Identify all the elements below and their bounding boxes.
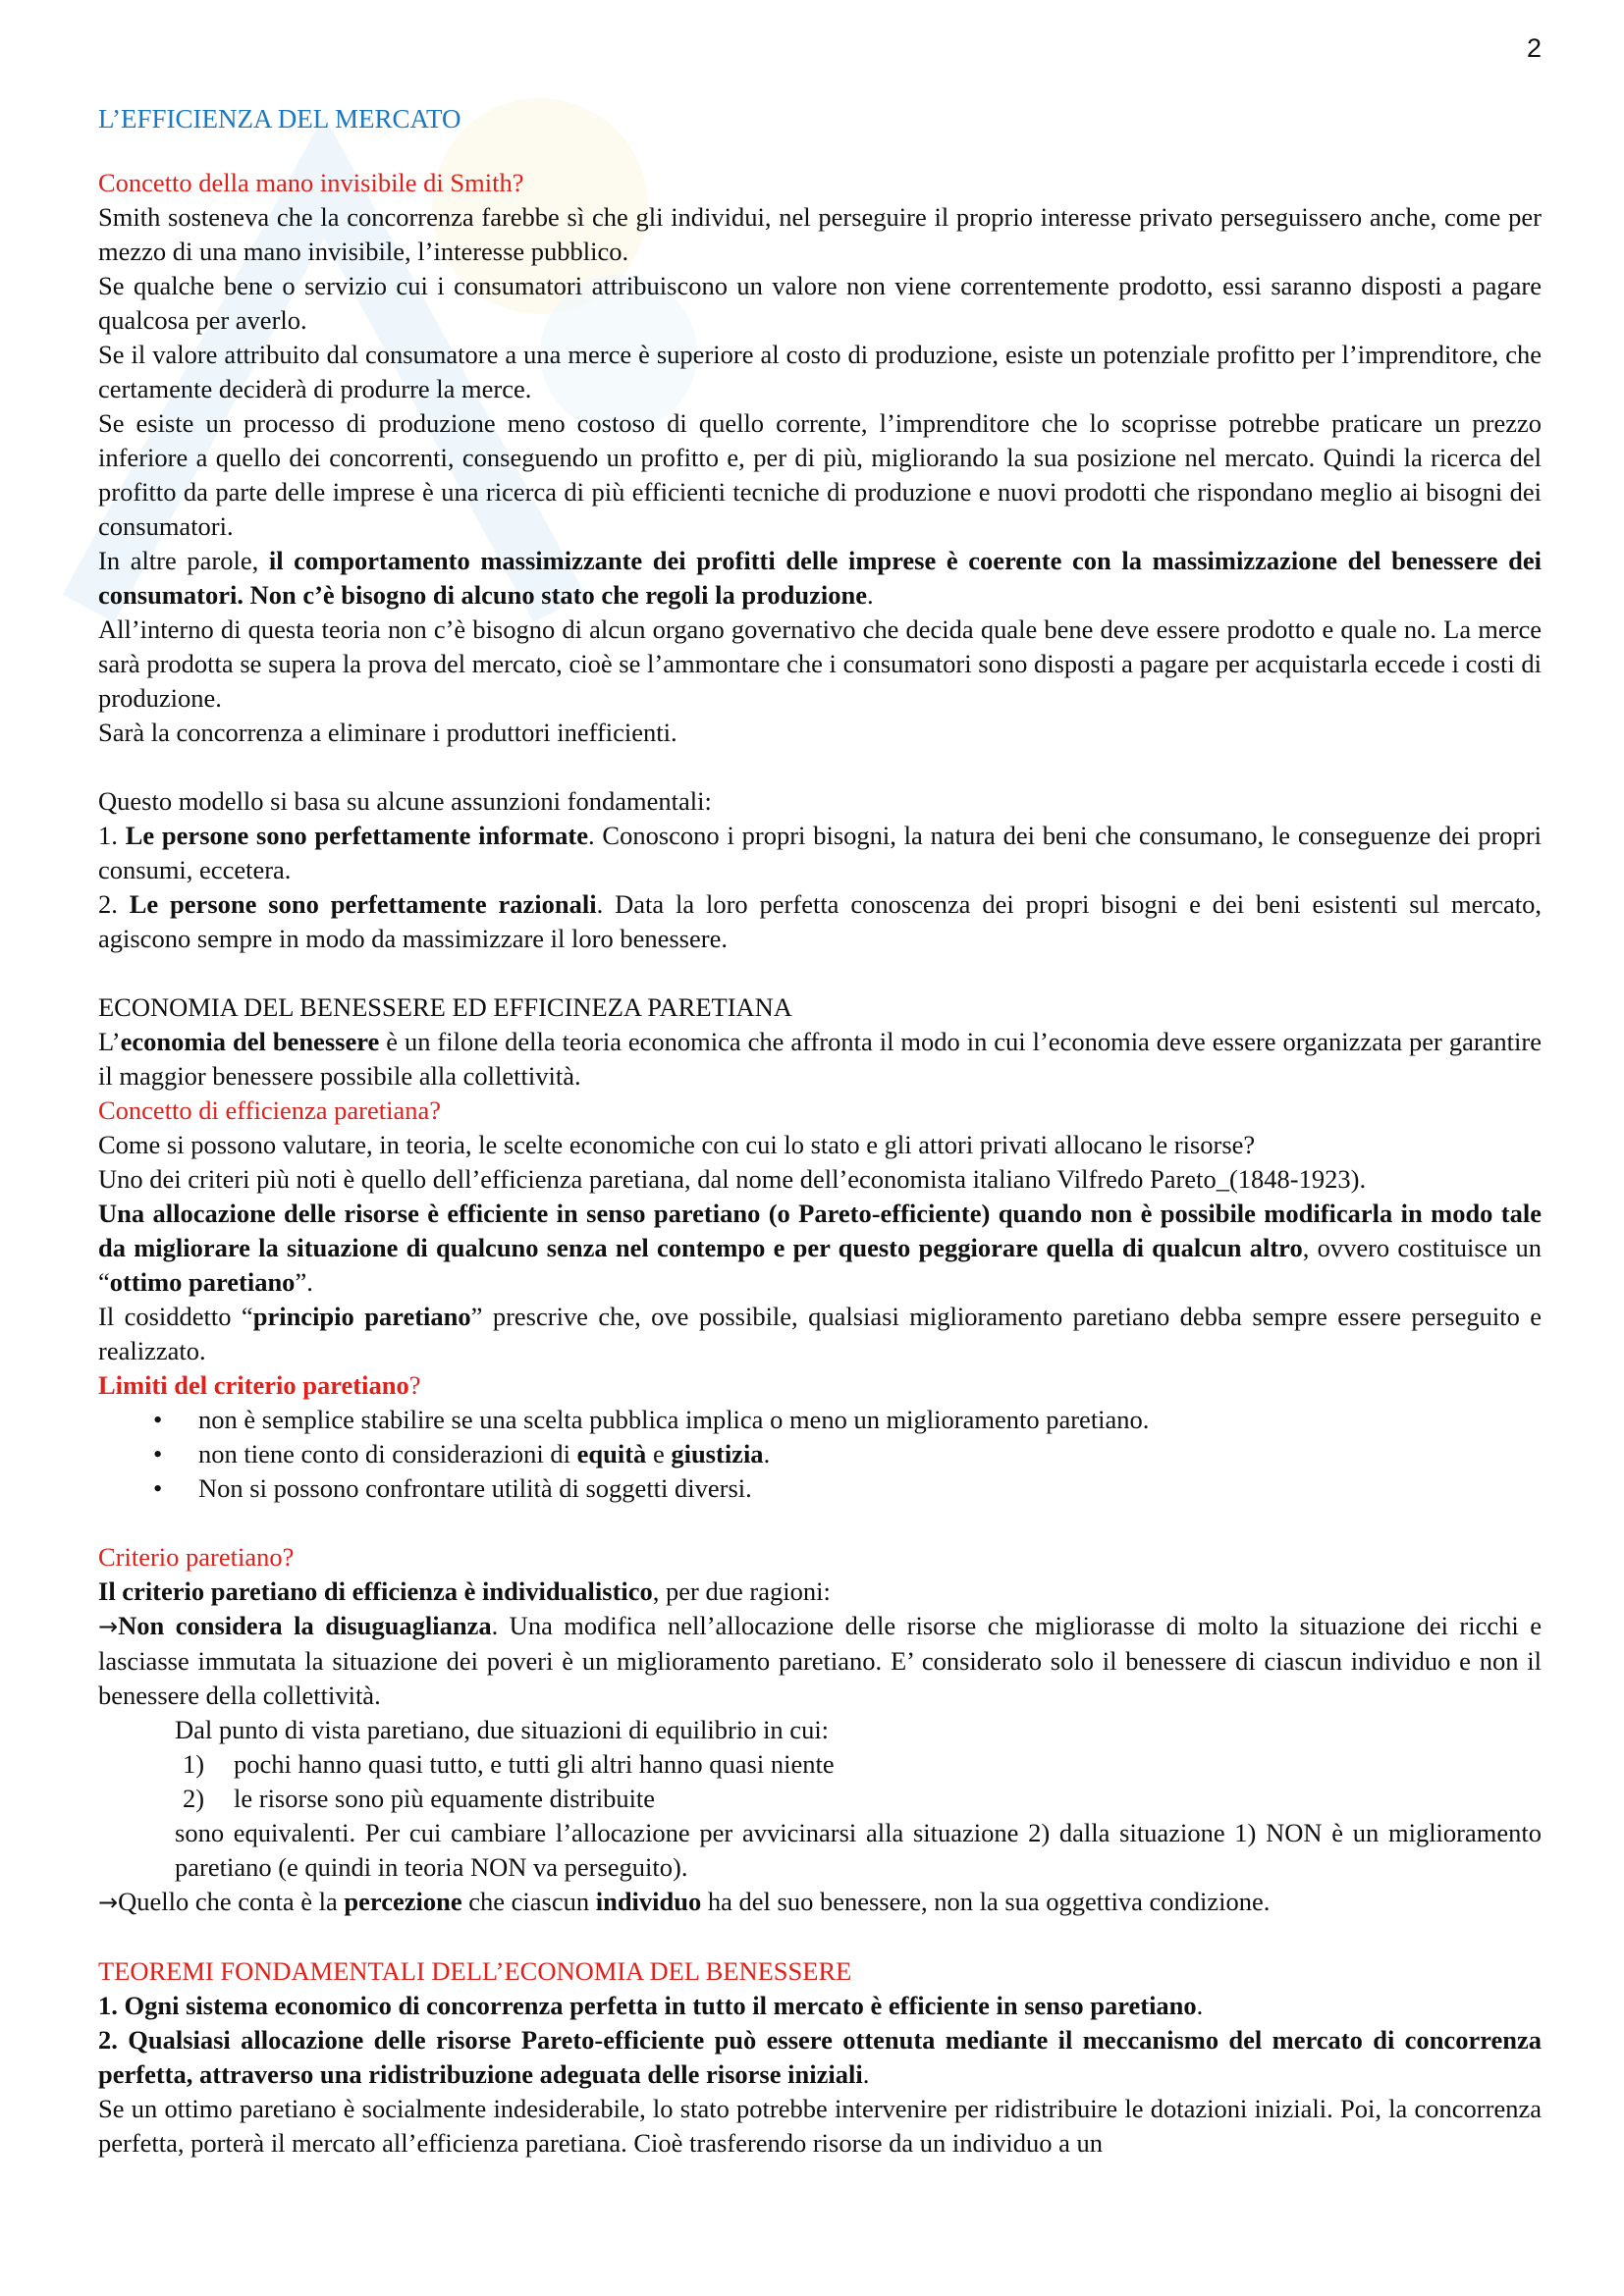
arrow-icon: →: [98, 1613, 119, 1640]
paragraph: Se qualche bene o servizio cui i consumatori attribuiscono un valore non viene correntemente prodotto, essi saranno disposti a pagare qualcosa per averlo.: [98, 271, 1542, 335]
paragraph: Se esiste un processo di produzione meno costoso di quello corrente, l’imprenditore che lo scoprisse potrebbe praticare un prezzo inferiore a quello dei concorrenti, conseguendo un profitto e, per di più, migliorando la sua posizione nel mercato. Quindi la ricerca del profitto da parte delle imprese è una ricerca di più efficienti tecniche di produzione e nuovi prodotti che rispondano meglio ai bisogni dei consumatori.: [98, 408, 1542, 541]
paragraph: All’interno di questa teoria non c’è bisogno di alcun organo governativo che decida quale bene deve essere prodotto e quale no. La merce sarà prodotta se supera la prova del mercato, cioè se l’ammontare che i consumatori sono disposti a pagare per acquistarla eccede i costi di produzione.: [98, 614, 1542, 713]
list-item: • Non si possono confrontare utilità di soggetti diversi.: [98, 1471, 1542, 1506]
question-criterio: Criterio paretiano?: [98, 1542, 295, 1572]
paragraph: Smith sosteneva che la concorrenza farebbe sì che gli individui, nel perseguire il proprio interesse privato perseguissero anche, come per mezzo di una mano invisibile, l’interesse pubblico.: [98, 202, 1542, 266]
paragraph: Come si possono valutare, in teoria, le scelte economiche con cui lo stato e gli attori privati allocano le risorse?: [98, 1130, 1256, 1159]
limits-list: [98, 1403, 1542, 1506]
paragraph: sono equivalenti. Per cui cambiare l’allocazione per avvicinarsi alla situazione 2) dalla situazione 1) NON è un miglioramento paretiano (e quindi in teoria NON va perseguito).: [175, 1818, 1542, 1882]
assumption-item: 1. Le persone sono perfettamente informate. Conoscono i propri bisogni, la natura dei beni che consumano, le conseguenze dei propri consumi, eccetera.: [98, 821, 1542, 884]
paragraph: Se un ottimo paretiano è socialmente indesiderabile, lo stato potrebbe intervenire per ridistribuire le dotazioni iniziali. Poi, la concorrenza perfetta, porterà il mercato all’efficienza paretiana. Cioè trasferendo risorse da un individuo a un: [98, 2094, 1542, 2158]
paragraph: Sarà la concorrenza a eliminare i produttori inefficienti.: [98, 718, 677, 747]
assumptions-intro: Questo modello si basa su alcune assunzioni fondamentali:: [98, 786, 712, 816]
paragraph: Uno dei criteri più noti è quello dell’efficienza paretiana, dal nome dell’economista italiano Vilfredo Pareto_(1848-1923).: [98, 1164, 1367, 1194]
question-pareto: Concetto di efficienza paretiana?: [98, 1095, 441, 1125]
paragraph: L’economia del benessere è un filone della teoria economica che affronta il modo in cui l’economia deve essere organizzata per garantire il maggior benessere possibile alla collettività.: [98, 1027, 1542, 1091]
question-smith: Concetto della mano invisibile di Smith?: [98, 168, 524, 197]
paragraph: Se il valore attribuito dal consumatore a una merce è superiore al costo di produzione, esiste un potenziale profitto per l’imprenditore, che certamente deciderà di produrre la merce.: [98, 340, 1542, 403]
section-heading-theorems: TEOREMI FONDAMENTALI DELL’ECONOMIA DEL BENESSERE: [98, 1956, 852, 1986]
paragraph: →Non considera la disuguaglianza. Una modifica nell’allocazione delle risorse che migliorasse di molto la situazione dei ricchi e lasciasse immutata la situazione dei poveri è un miglioramento paretiano. E’ considerato solo il benessere di ciascun individuo e non il benessere della collettività.: [98, 1611, 1542, 1710]
paragraph: →Quello che conta è la percezione che ciascun individuo ha del suo benessere, non la sua oggettiva condizione.: [98, 1887, 1271, 1916]
theorem-item: 1. Ogni sistema economico di concorrenza perfetta in tutto il mercato è efficiente in senso paretiano.: [98, 1991, 1204, 2020]
list-item: 2) le risorse sono più equamente distribuite: [183, 1784, 656, 1813]
paragraph: In altre parole, il comportamento massimizzante dei profitti delle imprese è coerente con la massimizzazione del benessere dei consumatori. Non c’è bisogno di alcuno stato che regoli la produzione.: [98, 546, 1542, 610]
page-number: 2: [1526, 33, 1542, 63]
list-item: • non tiene conto di considerazioni di equità e giustizia.: [98, 1437, 1542, 1471]
arrow-icon: →: [98, 1889, 119, 1916]
paragraph: Il cosiddetto “principio paretiano” prescrive che, ove possibile, qualsiasi miglioramento paretiano debba sempre essere perseguito e realizzato.: [98, 1302, 1542, 1365]
page-content: [98, 102, 1542, 2161]
section-title: L’EFFICIENZA DEL MERCATO: [98, 104, 461, 133]
list-item: 1) pochi hanno quasi tutto, e tutti gli altri hanno quasi niente: [183, 1749, 835, 1779]
question-limits: Limiti del criterio paretiano?: [98, 1370, 421, 1400]
paragraph: Una allocazione delle risorse è efficiente in senso paretiano (o Pareto-efficiente) quando non è possibile modificarla in modo tale da migliorare la situazione di qualcuno senza nel contempo e per questo peggiorare quella di qualcun altro, ovvero costituisce un “ottimo paretiano”.: [98, 1199, 1542, 1297]
paragraph: Il criterio paretiano di efficienza è individualistico, per due ragioni:: [98, 1576, 831, 1606]
paragraph: Dal punto di vista paretiano, due situazioni di equilibrio in cui:: [175, 1715, 830, 1744]
list-item: • non è semplice stabilire se una scelta pubblica implica o meno un miglioramento paretiano.: [98, 1403, 1542, 1437]
theorem-item: 2. Qualsiasi allocazione delle risorse Pareto-efficiente può essere ottenuta mediante il meccanismo del mercato di concorrenza perfetta, attraverso una ridistribuzione adeguata delle risorse iniziali.: [98, 2025, 1542, 2089]
assumption-item: 2. Le persone sono perfettamente razionali. Data la loro perfetta conoscenza dei propri bisogni e dei beni esistenti sul mercato, agiscono sempre in modo da massimizzare il loro benessere.: [98, 889, 1542, 953]
section-heading: ECONOMIA DEL BENESSERE ED EFFICINEZA PARETIANA: [98, 992, 792, 1022]
